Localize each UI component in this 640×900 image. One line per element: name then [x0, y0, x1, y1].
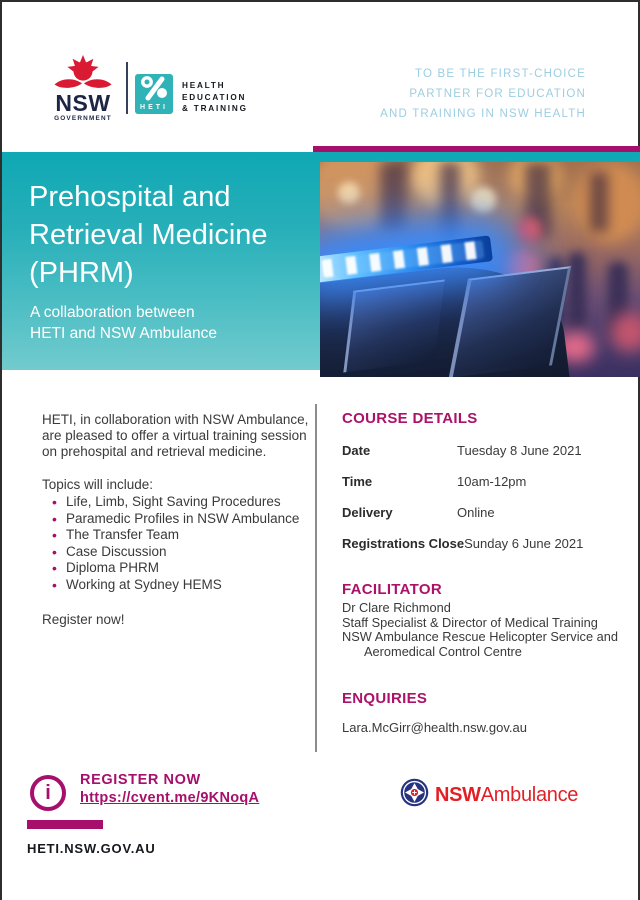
heti-word: EDUCATION [182, 92, 247, 102]
footer-accent-bar [27, 820, 103, 829]
info-icon: i [30, 775, 66, 811]
facilitator-section [342, 581, 634, 659]
header-divider [126, 62, 128, 114]
topic-item: • Life, Limb, Sight Saving Procedures [66, 494, 314, 511]
page-title [29, 178, 268, 292]
nsw-ambulance-logo [400, 778, 578, 812]
topic-item: • Working at Sydney HEMS [66, 577, 314, 594]
intro-column [42, 412, 314, 628]
detail-value: 10am-12pm [457, 474, 527, 489]
facilitator-line: Aeromedical Control Centre [364, 643, 522, 659]
heti-site-url: HETI.NSW.GOV.AU [27, 841, 156, 856]
topic-item: • The Transfer Team [66, 527, 314, 544]
subtitle-line: A collaboration between [30, 304, 195, 321]
register-now-label: REGISTER NOW [80, 772, 201, 788]
ambulance-logo-word: Ambulance [480, 783, 579, 806]
detail-value: Tuesday 8 June 2021 [457, 443, 582, 458]
police-car-photo [320, 162, 640, 377]
tagline-line: PARTNER FOR EDUCATION [409, 88, 586, 100]
topic-item: • Case Discussion [66, 544, 314, 561]
facilitator-line: Staff Specialist & Director of Medical Training [342, 614, 598, 630]
heti-word: & TRAINING [182, 104, 248, 113]
intro-paragraph: HETI, in collaboration with NSW Ambulance, are pleased to offer a virtual training session on prehospital and retrieval medicine. [42, 412, 309, 459]
detail-value: Online [457, 505, 495, 520]
heti-logo-words [182, 80, 248, 115]
enquiries-email: Lara.McGirr@health.nsw.gov.au [342, 720, 527, 735]
topic-item: • Paramedic Profiles in NSW Ambulance [66, 511, 314, 528]
nsw-government-logo [44, 54, 122, 122]
subtitle-line: HETI and NSW Ambulance [30, 325, 217, 342]
waratah-flower-icon [44, 54, 122, 92]
heti-logo [135, 74, 173, 114]
detail-label: Date [342, 443, 371, 458]
detail-row-time [342, 474, 634, 489]
topic-item: • Diploma PHRM [66, 560, 314, 577]
detail-label: Time [342, 474, 373, 489]
register-link[interactable]: https://cvent.me/9KNoqA [80, 790, 260, 806]
details-column [342, 410, 634, 735]
nsw-logo-acronym: NSW [55, 90, 111, 116]
tagline-line: TO BE THE FIRST-CHOICE [414, 68, 586, 80]
ambulance-logo-text [435, 784, 578, 807]
column-divider [315, 404, 317, 752]
nsw-logo-caption: GOVERNMENT [54, 115, 112, 122]
detail-label: Delivery [342, 505, 393, 520]
topics-label: Topics will include: [42, 477, 154, 492]
topics-list [42, 494, 314, 593]
heti-logo-acronym: HETI [140, 104, 168, 111]
page-subtitle [30, 302, 217, 344]
facilitator-line: Dr Clare Richmond [342, 600, 451, 615]
enquiries-heading: ENQUIRIES [342, 690, 428, 707]
register-prompt: Register now! [42, 612, 125, 627]
detail-row-date [342, 443, 634, 458]
detail-row-delivery [342, 505, 634, 520]
heti-tagline [380, 64, 586, 124]
maltese-cross-badge-icon [400, 778, 429, 812]
facilitator-line: NSW Ambulance Rescue Helicopter Service and [342, 629, 618, 644]
course-details-heading: COURSE DETAILS [342, 410, 478, 427]
register-block [80, 772, 259, 807]
detail-label: Registrations Close [342, 536, 465, 551]
detail-value: Sunday 6 June 2021 [464, 536, 584, 551]
facilitator-heading: FACILITATOR [342, 581, 442, 598]
ambulance-logo-nsw: NSW [435, 783, 481, 806]
title-line: Prehospital and [29, 181, 231, 213]
tagline-line: AND TRAINING IN NSW HEALTH [380, 108, 586, 120]
enquiries-section [342, 690, 634, 735]
detail-row-registrations-close [342, 536, 634, 551]
heti-word: HEALTH [182, 81, 226, 90]
title-line: Retrieval Medicine [29, 219, 268, 251]
title-line: (PHRM) [29, 257, 134, 289]
